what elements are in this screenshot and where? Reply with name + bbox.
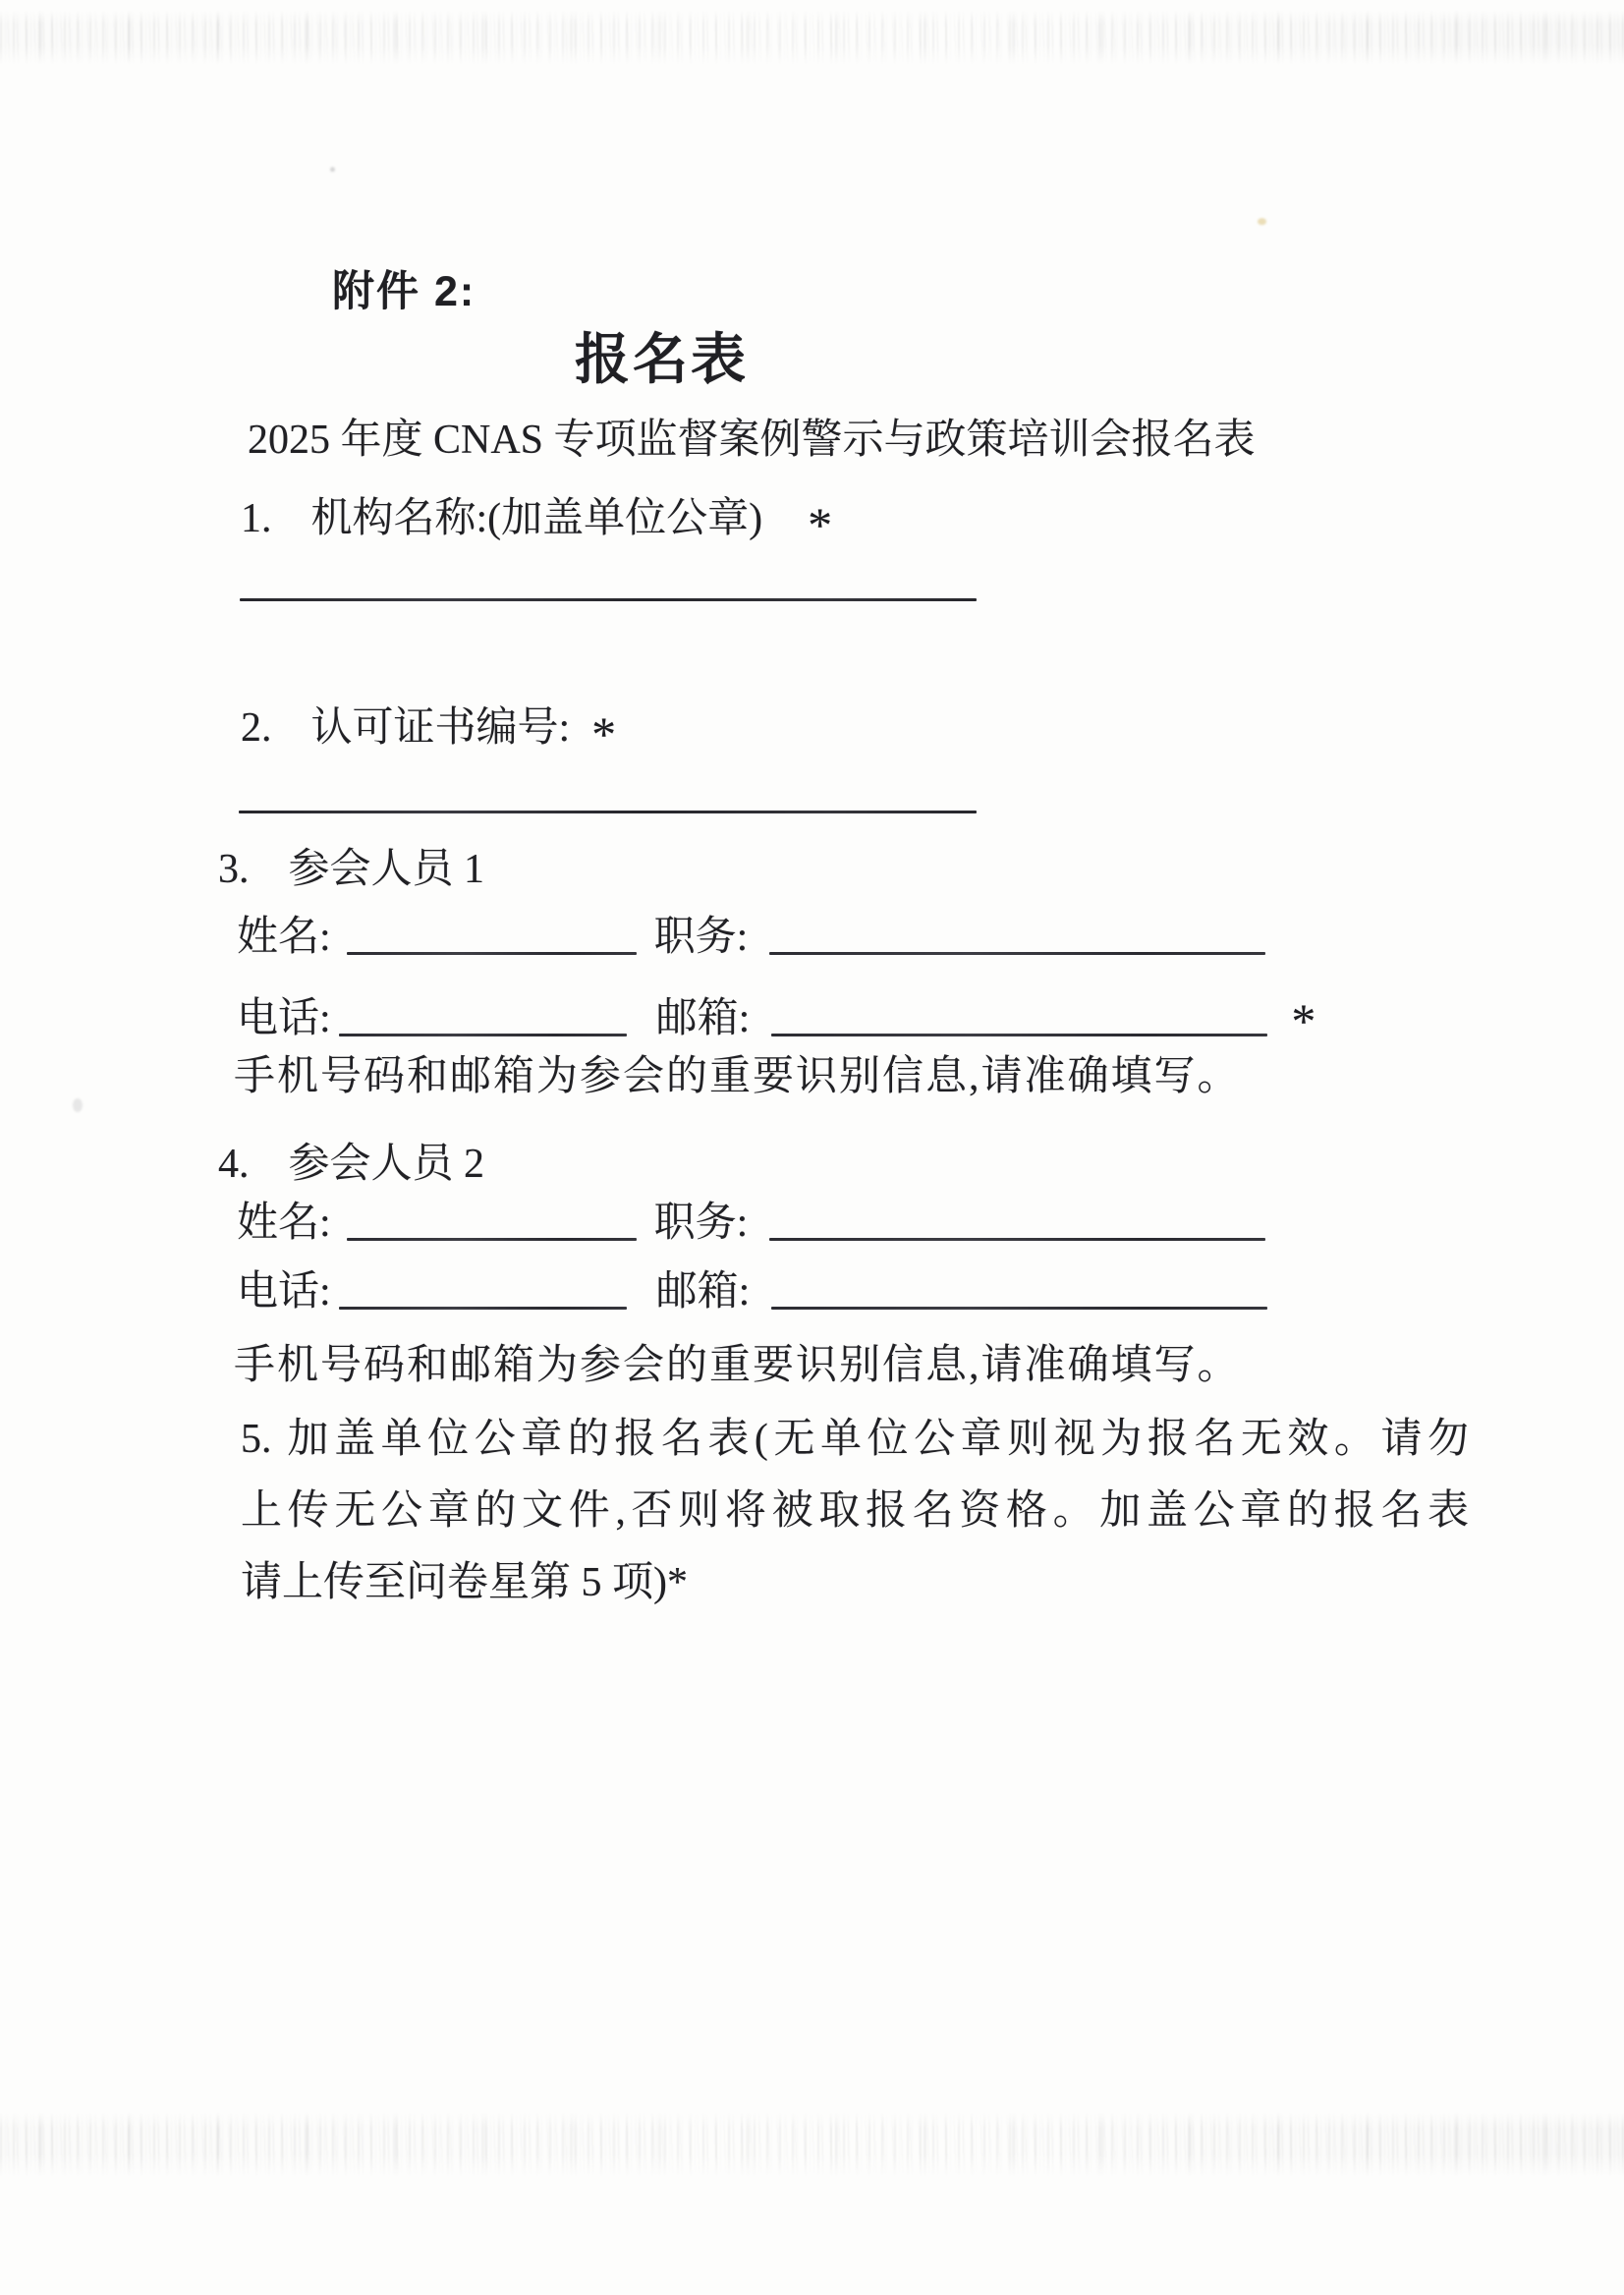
item-number: 4. <box>218 1142 250 1187</box>
person1-email-fill-line <box>771 1034 1267 1036</box>
person1-title-fill-line <box>769 952 1265 955</box>
name-label: 姓名: <box>237 915 331 960</box>
scan-speck <box>73 1098 83 1112</box>
section-person2-heading <box>218 1144 484 1185</box>
phone-label: 电话: <box>237 1269 331 1315</box>
form-subtitle: 2025 年度 CNAS 专项监督案例警示与政策培训会报名表 <box>248 418 1256 463</box>
item-number: 1. <box>241 496 272 541</box>
scan-noise-band-top <box>0 10 1624 65</box>
person2-title-fill-line <box>769 1238 1265 1241</box>
org-name-label: 机构名称:(加盖单位公章) <box>310 496 763 541</box>
section-person1-heading <box>218 849 484 890</box>
stamped-form-instructions-line2: 上传无公章的文件,否则将被取报名资格。加盖公章的报名表 <box>241 1488 1469 1534</box>
attachment-label: 附件 2: <box>332 268 476 315</box>
field-org-name <box>241 490 833 552</box>
org-name-fill-line <box>240 598 977 601</box>
person1-name-fill-line <box>347 952 637 955</box>
person2-email-fill-line <box>771 1307 1267 1310</box>
required-asterisk: * <box>808 497 833 552</box>
person1-heading-text: 参会人员 1 <box>288 847 485 892</box>
stamped-form-instructions-line1: 5. 加盖单位公章的报名表(无单位公章则视为报名无效。请勿 <box>241 1417 1469 1462</box>
required-asterisk: * <box>1291 993 1316 1048</box>
job-title-label: 职务: <box>653 1201 749 1246</box>
item-number: 2. <box>241 705 272 751</box>
person2-contact-row <box>237 1271 1267 1313</box>
job-title-label: 职务: <box>653 915 749 960</box>
cert-number-fill-line <box>239 811 977 813</box>
person1-name-row <box>237 917 1265 958</box>
form-title: 报名表 <box>575 328 749 390</box>
stamped-form-instructions-line3: 请上传至问卷星第 5 项)* <box>241 1560 688 1605</box>
person1-contact-row <box>237 990 1316 1048</box>
person2-name-fill-line <box>347 1238 637 1241</box>
email-label: 邮箱: <box>655 1269 751 1315</box>
field-cert-number <box>241 700 617 761</box>
person2-note: 手机号码和邮箱为参会的重要识别信息,请准确填写。 <box>234 1343 1241 1388</box>
person2-name-row <box>237 1203 1265 1244</box>
scan-noise-band-bottom <box>0 2112 1624 2177</box>
person2-heading-text: 参会人员 2 <box>288 1142 485 1187</box>
scan-speck <box>1258 218 1266 225</box>
phone-label: 电话: <box>237 996 331 1041</box>
person1-phone-fill-line <box>339 1034 627 1036</box>
item-number: 3. <box>218 847 250 892</box>
name-label: 姓名: <box>237 1201 331 1246</box>
person2-phone-fill-line <box>339 1307 627 1310</box>
cert-number-label: 认可证书编号: <box>310 705 571 751</box>
scan-speck <box>330 167 335 172</box>
email-label: 邮箱: <box>655 996 751 1041</box>
person1-note: 手机号码和邮箱为参会的重要识别信息,请准确填写。 <box>234 1054 1241 1099</box>
required-asterisk: * <box>591 706 617 761</box>
